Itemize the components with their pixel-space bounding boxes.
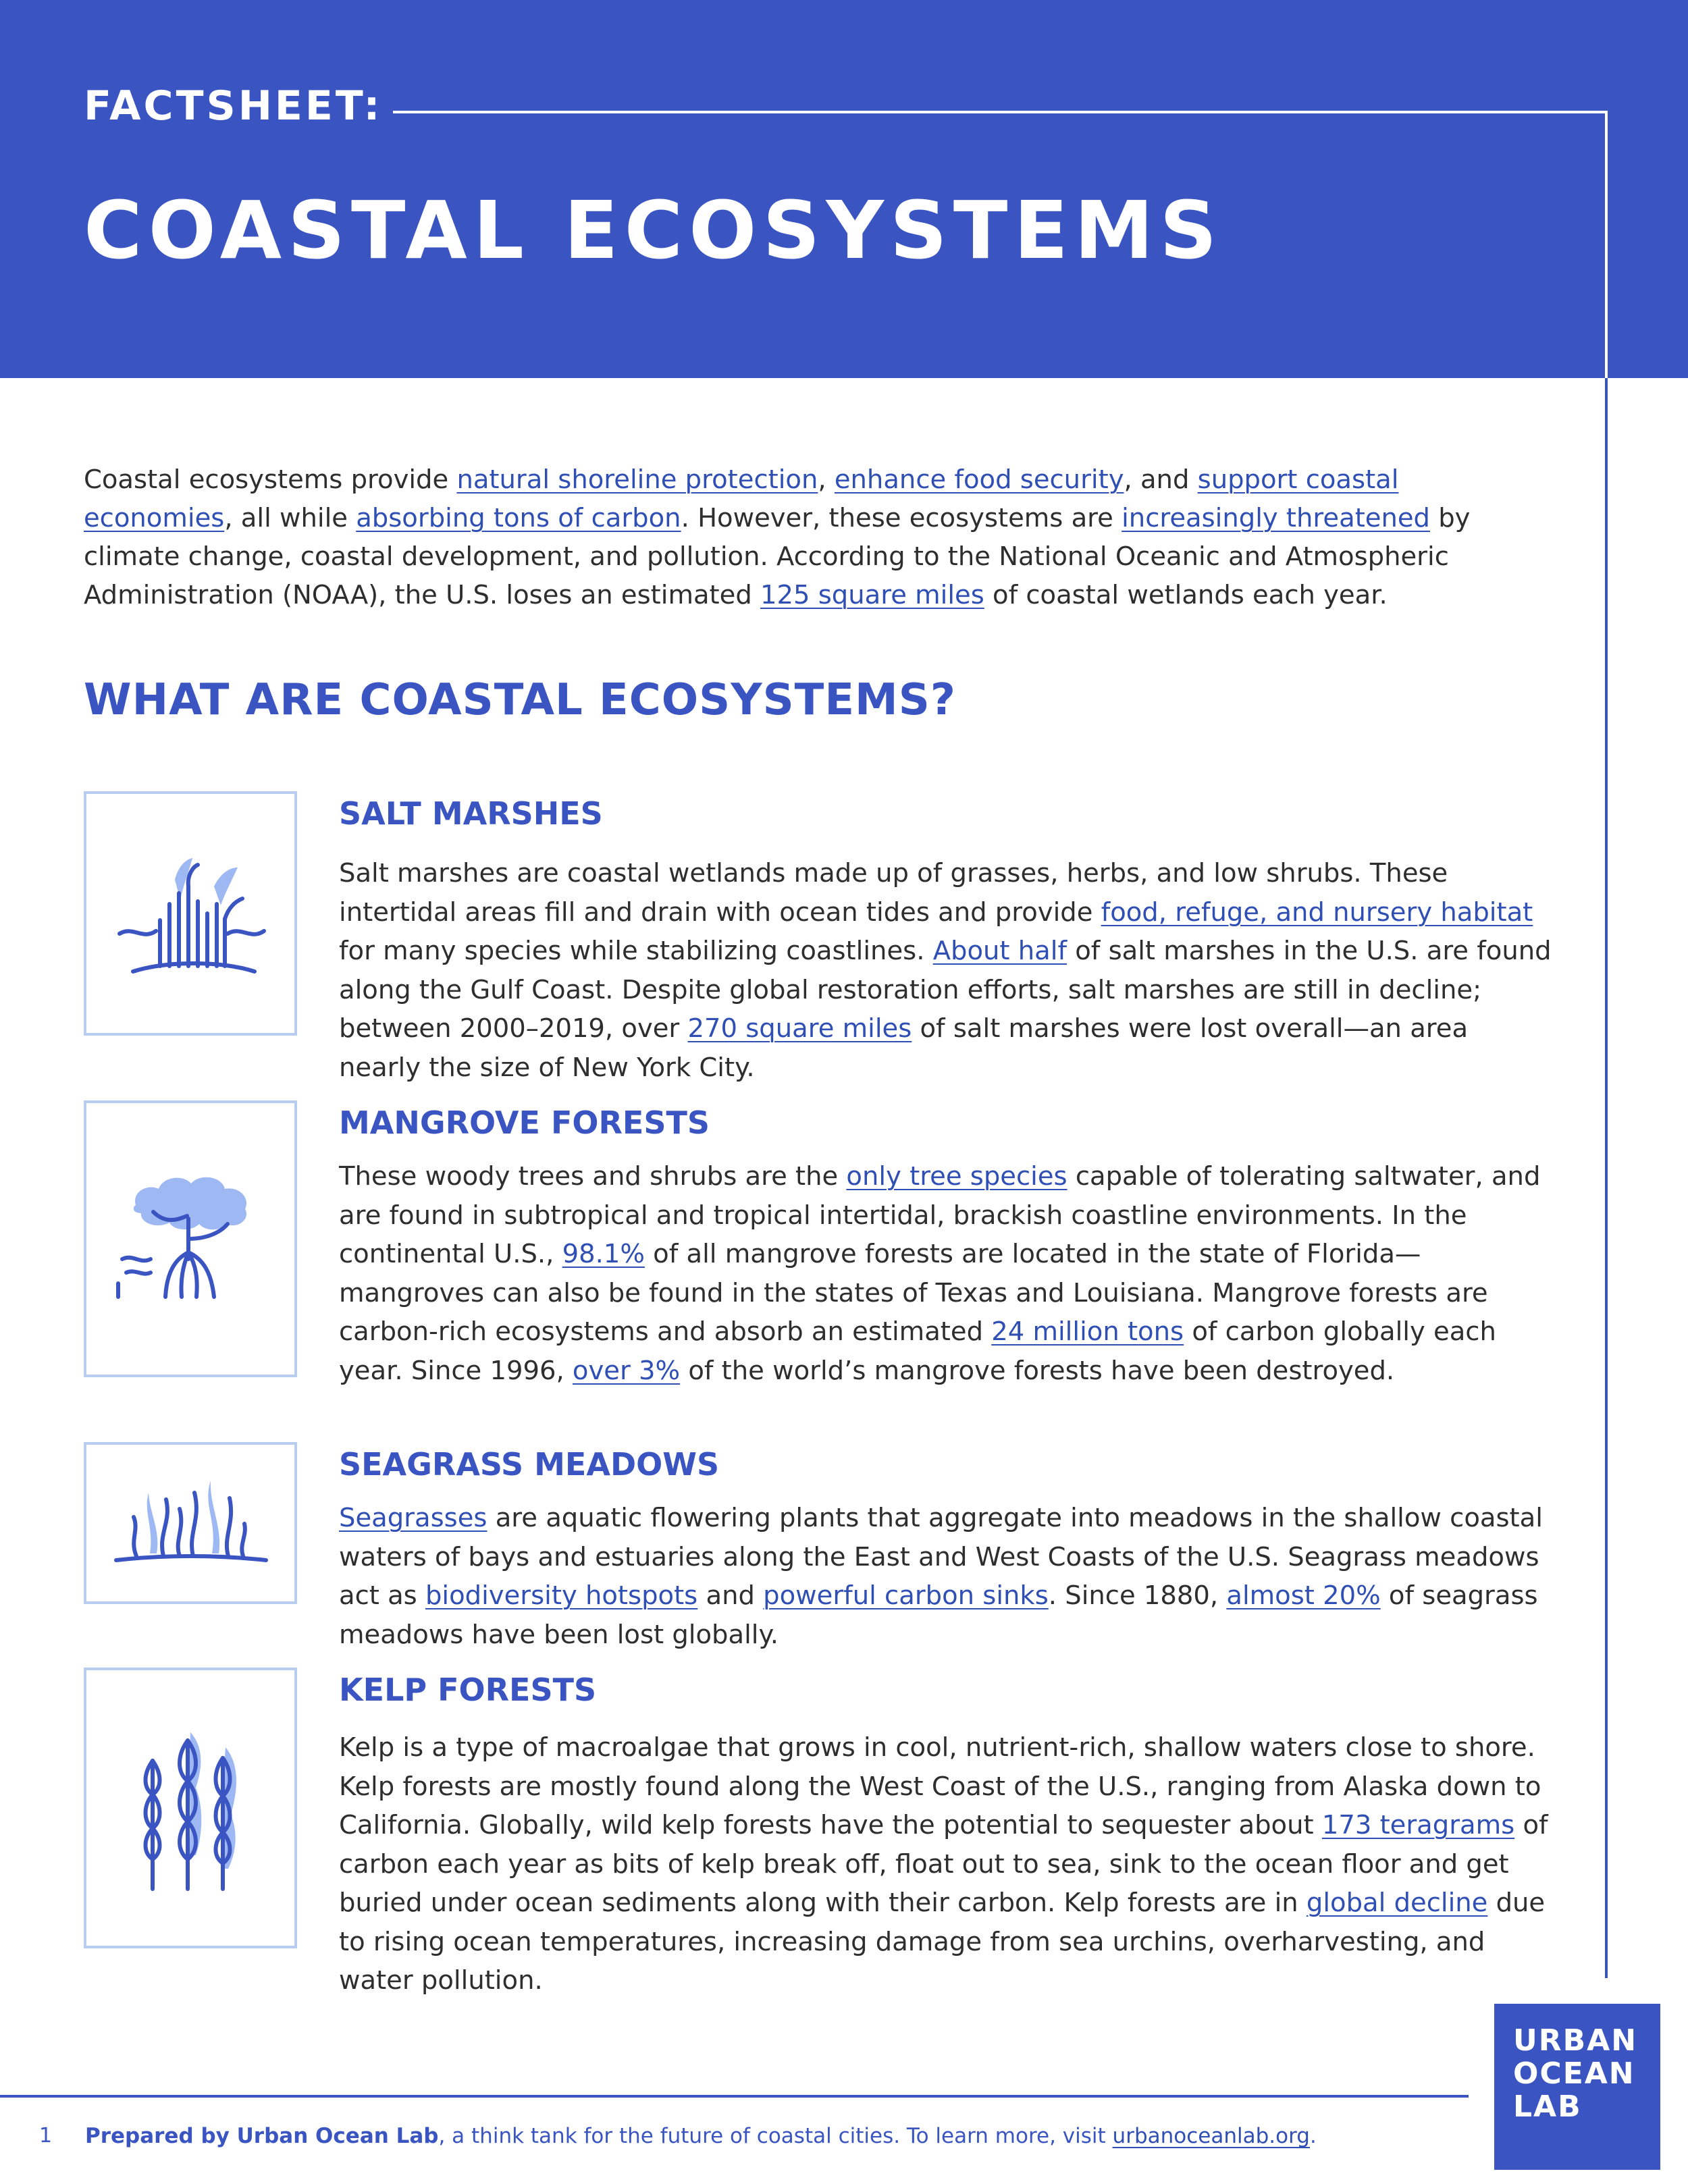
link-125-square-miles[interactable]: 125 square miles — [760, 580, 984, 610]
section-title-salt-marshes: SALT MARSHES — [339, 795, 603, 832]
body-text: of all mangrove forests are located in the state of Florida—mangroves can also be found in the states of Texas and Louisiana. Mangrove forests are carbon-rich ecosystems and absorb an estimated — [339, 1239, 1488, 1347]
intro-text: . However, these ecosystems are — [681, 503, 1122, 533]
link-increasingly-threatened[interactable]: increasingly threatened — [1122, 503, 1430, 533]
logo-line: OCEAN — [1513, 2056, 1635, 2091]
body-text: These woody trees and shrubs are the — [339, 1161, 847, 1192]
body-text: Salt marshes are coastal wetlands made up of grasses, herbs, and low shrubs. These intertidal areas fill and drain with ocean tides and provide — [339, 858, 1448, 928]
body-text: of carbon each year as bits of kelp break off, float out to sea, sink to the ocean floor and get buried under ocean sediments along with their carbon. Kelp forests are in — [339, 1810, 1548, 1918]
seagrass-icon — [109, 1466, 271, 1580]
intro-text: , — [818, 464, 835, 495]
link-173-teragrams[interactable]: 173 teragrams — [1321, 1810, 1515, 1840]
body-text: for many species while stabilizing coastlines. — [339, 936, 933, 966]
link-seagrasses[interactable]: Seagrasses — [339, 1503, 487, 1533]
header-frame-line-right — [1605, 111, 1608, 378]
body-text: of carbon globally each year. Since 1996, — [339, 1316, 1496, 1386]
kelp-icon-box — [84, 1668, 297, 1948]
link-global-decline[interactable]: global decline — [1306, 1888, 1488, 1918]
mangrove-icon — [113, 1165, 268, 1313]
mangrove-icon-box — [84, 1100, 297, 1377]
link-urbanoceanlab[interactable]: urbanoceanlab.org — [1112, 2124, 1310, 2148]
footer-divider — [0, 2095, 1469, 2098]
link-98-1-percent[interactable]: 98.1% — [562, 1239, 645, 1269]
footer-text: . — [1309, 2124, 1317, 2148]
link-24-million-tons[interactable]: 24 million tons — [991, 1316, 1184, 1347]
link-coastal-economies[interactable]: support coastal economies — [84, 464, 1399, 533]
link-absorbing-carbon[interactable]: absorbing tons of carbon — [356, 503, 681, 533]
kelp-icon — [123, 1720, 258, 1896]
section-body-kelp-forests — [339, 1728, 1554, 2000]
body-text: due to rising ocean temperatures, increasing damage from sea urchins, overharvesting, and water pollution. — [339, 1888, 1546, 1996]
body-text: are aquatic flowering plants that aggregate into meadows in the shallow coastal waters of bays and estuaries along the East and West Coasts of the U.S. Seagrass meadows act as — [339, 1503, 1543, 1611]
link-shoreline-protection[interactable]: natural shoreline protection — [456, 464, 818, 495]
body-text: capable of tolerating saltwater, and are found in subtropical and tropical intertidal, brackish coastline environments. In the continental U.S., — [339, 1161, 1541, 1269]
footer-text: , a think tank for the future of coastal cities. To learn more, visit — [438, 2124, 1113, 2148]
link-biodiversity-hotspots[interactable]: biodiversity hotspots — [425, 1580, 698, 1611]
salt-marsh-icon-box — [84, 791, 297, 1036]
link-almost-20-percent[interactable]: almost 20% — [1226, 1580, 1381, 1611]
intro-text: Coastal ecosystems provide — [84, 464, 457, 495]
intro-paragraph — [84, 460, 1529, 614]
page-title: COASTAL ECOSYSTEMS — [84, 184, 1223, 277]
body-text: Kelp is a type of macroalgae that grows in cool, nutrient-rich, shallow waters close to shore. Kelp forests are mostly found along the West Coast of the U.S., ranging from Alaska down to California. Globally, wild kelp forests have the potential to sequester about — [339, 1732, 1541, 1840]
page-frame-line-right — [1605, 378, 1608, 1978]
logo-line: URBAN — [1513, 2023, 1638, 2058]
urban-ocean-lab-logo — [1494, 2004, 1660, 2170]
link-only-tree-species[interactable]: only tree species — [846, 1161, 1067, 1192]
intro-text: , and — [1124, 464, 1198, 495]
header-kicker: FACTSHEET: — [84, 82, 383, 130]
body-text: and — [697, 1580, 764, 1611]
salt-marsh-icon — [113, 839, 268, 988]
section-body-seagrass-meadows — [339, 1499, 1554, 1654]
body-text: of salt marshes were lost overall—an area nearly the size of New York City. — [339, 1013, 1469, 1083]
link-about-half[interactable]: About half — [932, 936, 1067, 966]
intro-text: of coastal wetlands each year. — [984, 580, 1388, 610]
section-title-mangrove-forests: MANGROVE FORESTS — [339, 1104, 710, 1141]
link-over-3-percent[interactable]: over 3% — [572, 1355, 681, 1386]
body-text: . Since 1880, — [1048, 1580, 1227, 1611]
link-nursery-habitat[interactable]: food, refuge, and nursery habitat — [1101, 897, 1533, 928]
link-powerful-carbon-sinks[interactable]: powerful carbon sinks — [763, 1580, 1049, 1611]
section-heading: WHAT ARE COASTAL ECOSYSTEMS? — [84, 675, 956, 725]
footer-prepared-by: Prepared by Urban Ocean Lab — [85, 2124, 439, 2148]
seagrass-icon-box — [84, 1442, 297, 1604]
logo-line: LAB — [1513, 2089, 1582, 2124]
intro-text: , all while — [224, 503, 357, 533]
section-title-seagrass-meadows: SEAGRASS MEADOWS — [339, 1446, 720, 1483]
body-text: of seagrass meadows have been lost globally. — [339, 1580, 1538, 1650]
section-title-kelp-forests: KELP FORESTS — [339, 1672, 597, 1708]
section-body-mangrove-forests — [339, 1157, 1554, 1390]
link-270-square-miles[interactable]: 270 square miles — [687, 1013, 912, 1044]
body-text: of salt marshes in the U.S. are found along the Gulf Coast. Despite global restoration efforts, salt marshes are still in decline; between 2000–2019, over — [339, 936, 1552, 1044]
footer-credit — [85, 2124, 1317, 2148]
header-frame-line — [393, 111, 1608, 113]
section-body-salt-marshes — [339, 854, 1554, 1087]
body-text: of the world’s mangrove forests have been destroyed. — [680, 1355, 1395, 1386]
link-food-security[interactable]: enhance food security — [834, 464, 1124, 495]
page-number: 1 — [39, 2124, 53, 2148]
intro-text: by climate change, coastal development, and pollution. According to the National Oceanic and Atmospheric Administration (NOAA), the U.S. loses an estimated — [84, 503, 1471, 610]
